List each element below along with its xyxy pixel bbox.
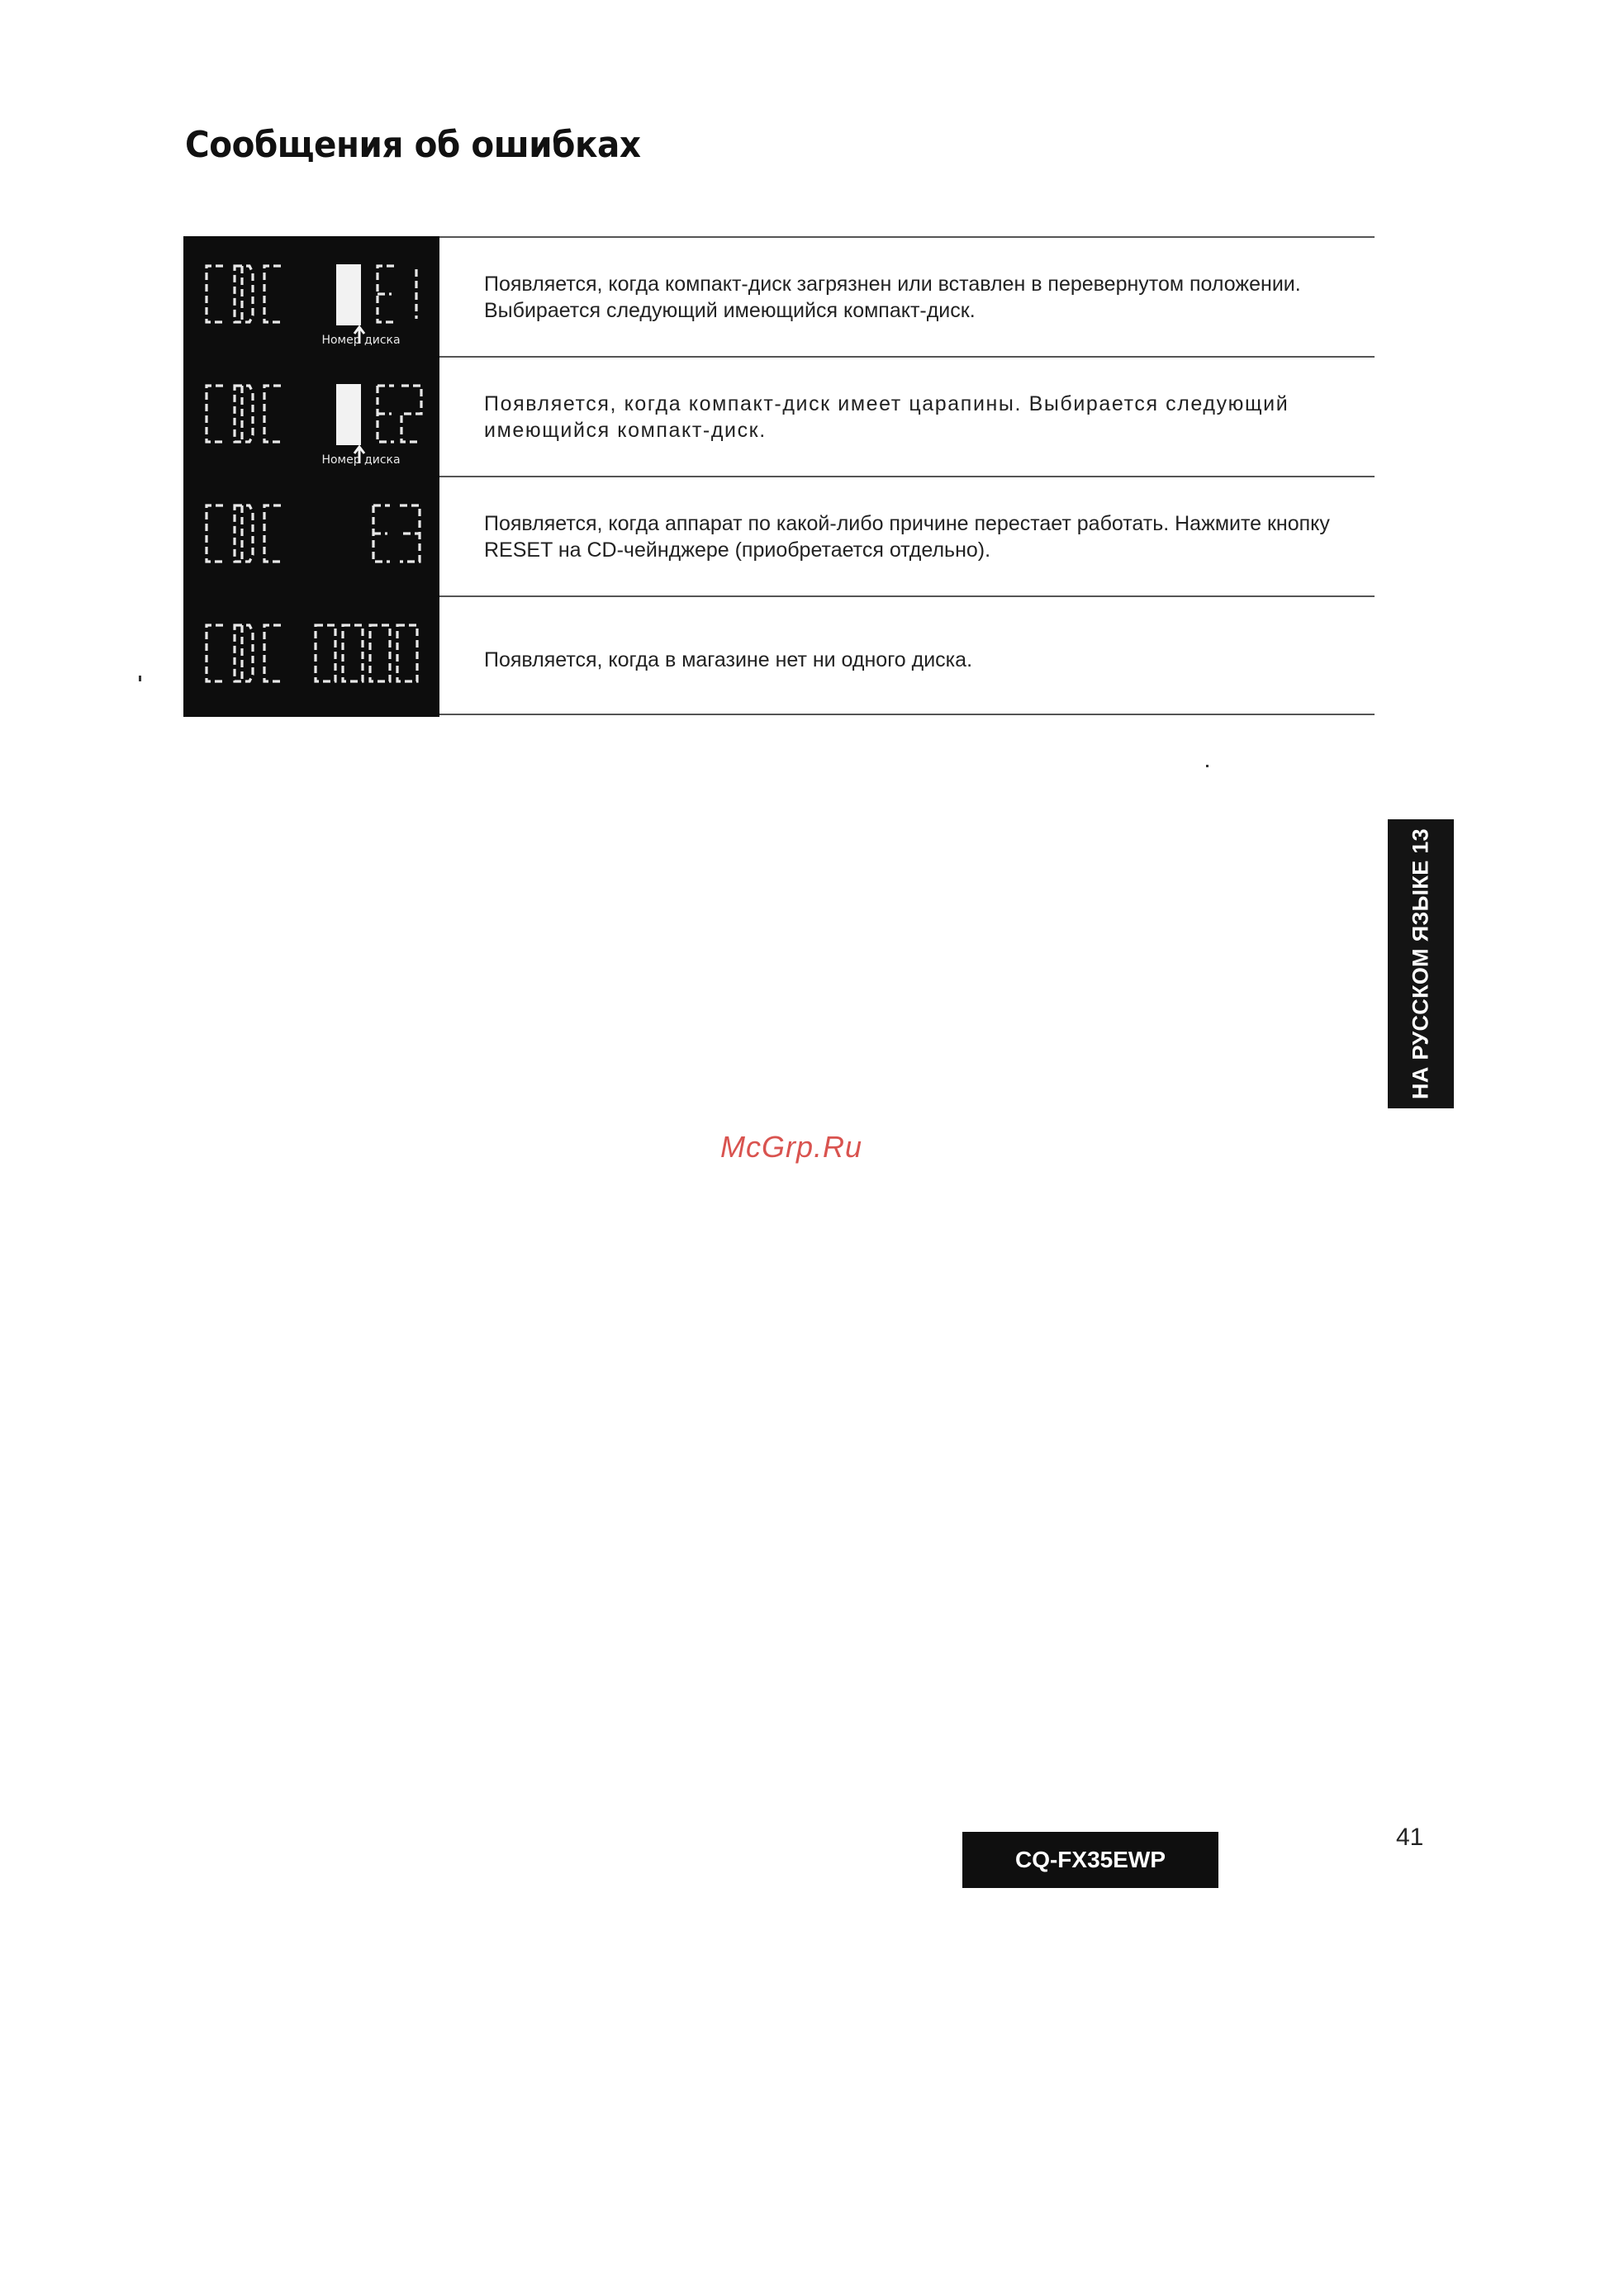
language-section-label: НА РУССКОМ ЯЗЫКЕ 13: [1408, 828, 1433, 1099]
disc-number-label: Номер диска: [321, 334, 401, 347]
error-description: Появляется, когда компакт-диск имеет царапины. Выбирается следующий имеющийся компакт-диск.: [484, 392, 1289, 442]
lcd-display-e2: [183, 356, 439, 477]
scan-speck: [1206, 765, 1208, 767]
page-number: 41: [1396, 1824, 1424, 1851]
error-row-e2: [183, 356, 1375, 476]
error-messages-table: [183, 236, 1375, 715]
lcd-segments-0000: [183, 595, 439, 717]
model-badge: CQ-FX35EWP: [962, 1832, 1218, 1888]
error-row-e1: [183, 236, 1375, 356]
lcd-display-e3: [183, 476, 439, 597]
error-description: Появляется, когда аппарат по какой-либо причине перестает работать. Нажмите кнопку RESET на CD-чейнджере (приобретается отдельно).: [484, 512, 1330, 562]
error-description: Появляется, когда компакт-диск загрязнен или вставлен в перевернутом положении. Выбирается следующий имеющийся компакт-диск.: [484, 273, 1301, 322]
disc-number-label: Номер диска: [321, 453, 401, 467]
error-row-0000: [183, 595, 1375, 715]
error-row-e3: [183, 476, 1375, 595]
error-description: Появляется, когда в магазине нет ни одного диска.: [484, 648, 973, 671]
lcd-segments-e3: [183, 476, 439, 597]
lcd-display-e1: [183, 236, 439, 358]
watermark: McGrp.Ru: [720, 1130, 863, 1164]
language-section-tab: [1388, 819, 1454, 1108]
scan-speck: [139, 676, 141, 681]
lcd-display-0000: [183, 595, 439, 717]
page-title: Сообщения об ошибках: [185, 124, 641, 166]
